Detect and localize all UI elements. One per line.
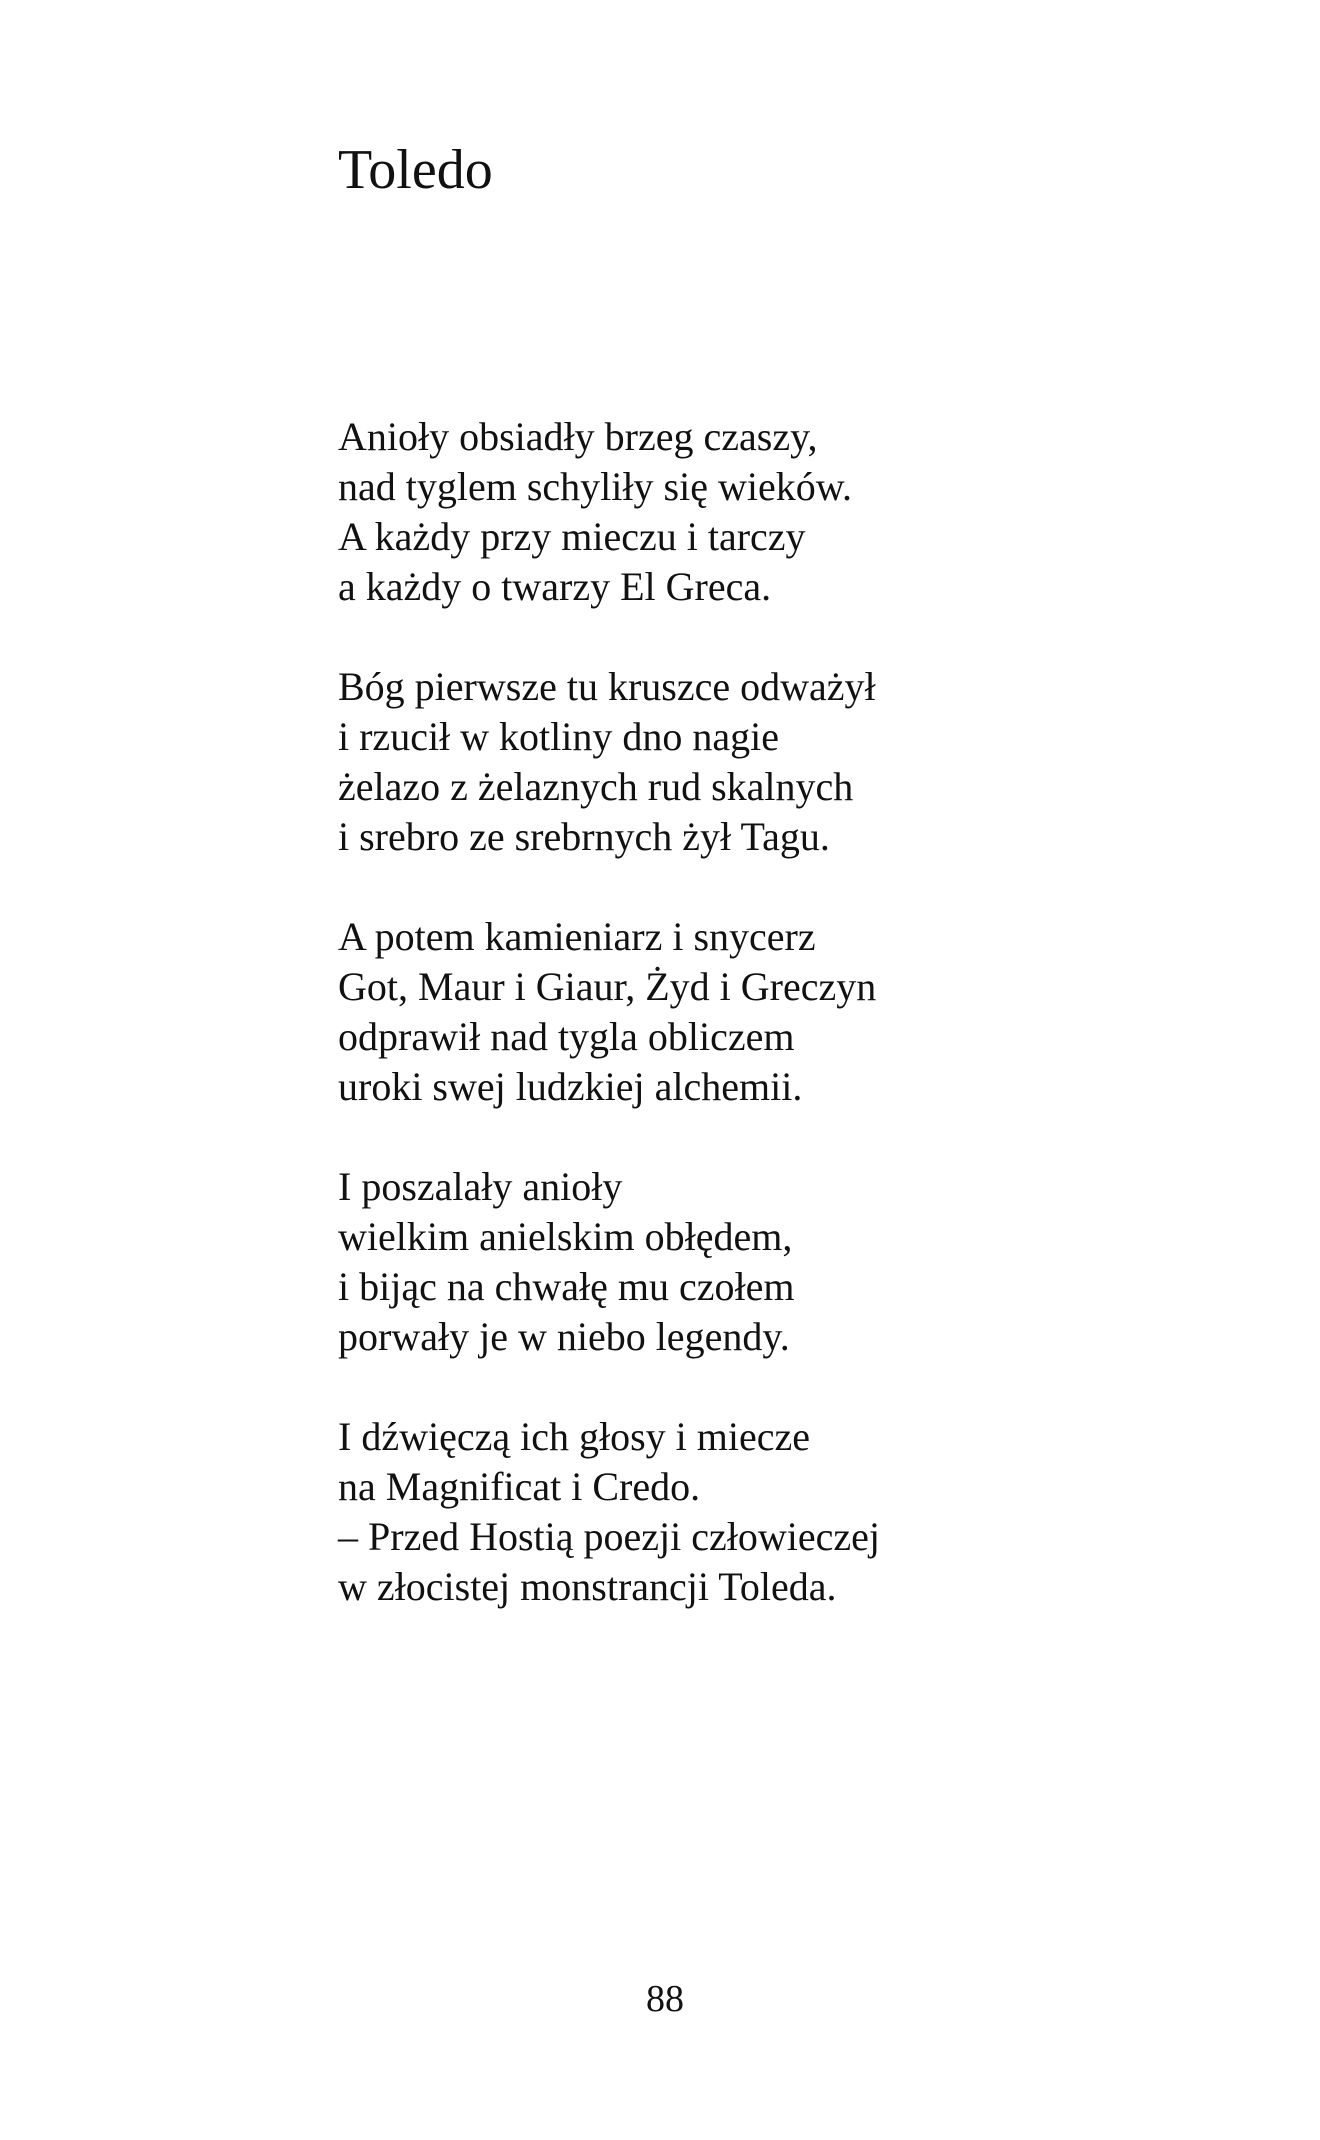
poem-line: uroki swej ludzkiej alchemii. bbox=[338, 1064, 803, 1109]
poem-line: a każdy o twarzy El Greca. bbox=[338, 564, 772, 609]
poem-line: Bóg pierwsze tu kruszce odważył bbox=[338, 664, 876, 709]
poem-line: Got, Maur i Giaur, Żyd i Greczyn bbox=[338, 964, 877, 1009]
poem-line: na Magnificat i Credo. bbox=[338, 1464, 701, 1509]
poem-line: odprawił nad tygla obliczem bbox=[338, 1014, 795, 1059]
poem-line: I poszalały anioły bbox=[338, 1164, 623, 1209]
page-number: 88 bbox=[646, 1978, 684, 2020]
stanza-2 bbox=[338, 662, 1238, 862]
stanza-5 bbox=[338, 1412, 1238, 1612]
poem-line: nad tyglem schyliły się wieków. bbox=[338, 464, 852, 509]
poem-line: żelazo z żelaznych rud skalnych bbox=[338, 764, 854, 809]
stanza-4 bbox=[338, 1162, 1238, 1362]
poem-line: w złocistej monstrancji Toleda. bbox=[338, 1564, 837, 1609]
poem-line: Anioły obsiadły brzeg czaszy, bbox=[338, 414, 818, 459]
poem-line: A każdy przy mieczu i tarczy bbox=[338, 514, 806, 559]
poem-line: I dźwięczą ich głosy i miecze bbox=[338, 1414, 810, 1459]
poem-line: – Przed Hostią poezji człowieczej bbox=[338, 1514, 880, 1559]
stanza-3 bbox=[338, 912, 1238, 1112]
poem-title: Toledo bbox=[338, 139, 493, 201]
poem-body bbox=[338, 412, 1238, 1662]
poem-line: i bijąc na chwałę mu czołem bbox=[338, 1264, 795, 1309]
poem-line: wielkim anielskim obłędem, bbox=[338, 1214, 793, 1259]
poem-line: i srebro ze srebrnych żył Tagu. bbox=[338, 814, 830, 859]
stanza-1 bbox=[338, 412, 1238, 612]
poem-line: A potem kamieniarz i snycerz bbox=[338, 914, 816, 959]
poem-line: i rzucił w kotliny dno nagie bbox=[338, 714, 780, 759]
poem-line: porwały je w niebo legendy. bbox=[338, 1314, 790, 1359]
